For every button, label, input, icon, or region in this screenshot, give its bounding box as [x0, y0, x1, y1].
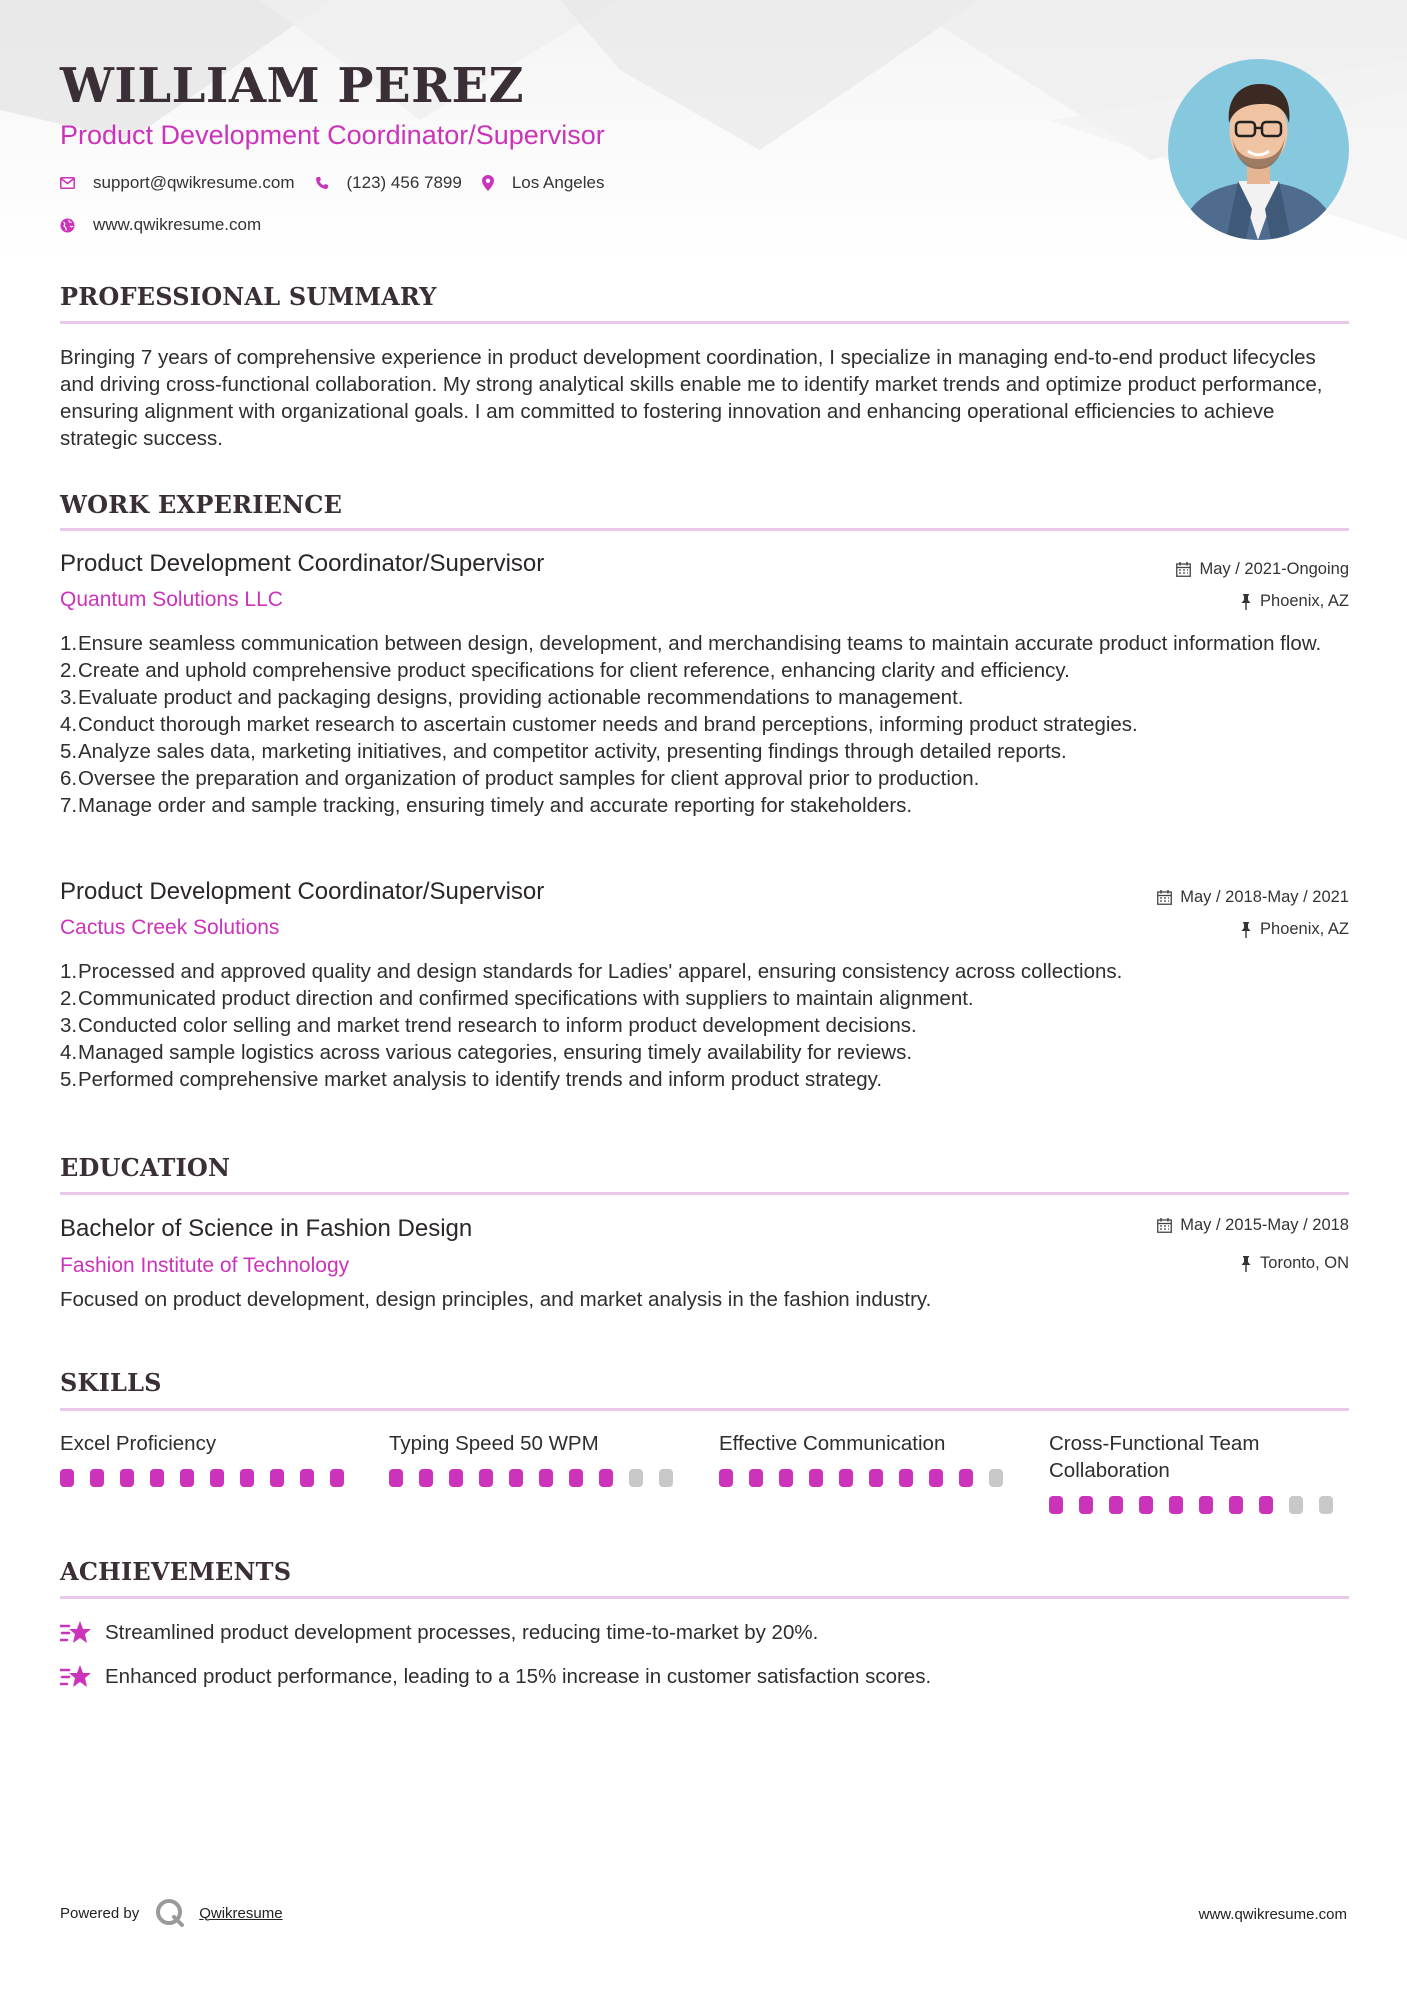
qwikresume-logo-icon [155, 1898, 185, 1928]
skill-dot-filled [330, 1469, 344, 1487]
skill-name: Cross-Functional Team Collaboration [1049, 1432, 1260, 1482]
skill-dot-filled [120, 1469, 134, 1487]
skill-item [60, 1430, 360, 1487]
skill-item [719, 1430, 1019, 1487]
skill-dot-empty [1319, 1496, 1333, 1514]
achievement-item [60, 1664, 931, 1690]
website-text: www.qwikresume.com [93, 215, 262, 234]
list-item: 6. Oversee the preparation and organization of product samples for client approval prior to production. [60, 767, 980, 790]
achievements-heading: ACHIEVEMENTS [60, 1557, 292, 1586]
qwikresume-link[interactable]: Qwikresume [199, 1904, 283, 1922]
skill-dot-filled [509, 1469, 523, 1487]
education-divider [60, 1192, 1349, 1195]
shooting-star-icon [60, 1664, 91, 1690]
calendar-icon [1157, 890, 1172, 905]
skill-name: Excel Proficiency [60, 1432, 217, 1455]
experience-divider [60, 528, 1349, 531]
skill-dot-filled [1199, 1496, 1213, 1514]
skill-dot-filled [240, 1469, 254, 1487]
skill-dot-filled [719, 1469, 733, 1487]
summary-heading: PROFESSIONAL SUMMARY [60, 282, 437, 311]
globe-icon [60, 218, 75, 233]
pushpin-icon [1240, 922, 1252, 938]
job-dates [1176, 560, 1349, 579]
skill-dot-filled [479, 1469, 493, 1487]
achievement-text: Streamlined product development processes, reducing time-to-market by 20%. [105, 1621, 819, 1644]
skill-rating [60, 1469, 360, 1487]
job-dates-text: May / 2021-Ongoing [1199, 560, 1349, 578]
skill-dot-filled [300, 1469, 314, 1487]
skill-dot-empty [629, 1469, 643, 1487]
summary-divider [60, 321, 1349, 324]
contact-row-primary [60, 173, 624, 193]
skills-heading: SKILLS [60, 1368, 162, 1397]
footer-powered-by [60, 1898, 283, 1928]
skill-dot-filled [210, 1469, 224, 1487]
skill-dot-empty [989, 1469, 1003, 1487]
education-location-text: Toronto, ON [1260, 1254, 1349, 1272]
job-dates [1157, 888, 1349, 907]
contact-location [482, 173, 605, 193]
education-description: Focused on product development, design principles, and market analysis in the fashion industry. [60, 1288, 932, 1311]
skills-divider [60, 1408, 1349, 1411]
skill-dot-filled [90, 1469, 104, 1487]
contact-row-secondary [60, 215, 281, 235]
skill-dot-filled [150, 1469, 164, 1487]
skill-dot-filled [869, 1469, 883, 1487]
skill-dot-filled [839, 1469, 853, 1487]
skill-dot-filled [389, 1469, 403, 1487]
phone-icon [315, 176, 329, 190]
list-item: 3. Evaluate product and packaging designs, providing actionable recommendations to management. [60, 686, 964, 709]
skill-dot-filled [539, 1469, 553, 1487]
list-item: 4. Managed sample logistics across various categories, ensuring timely availability for reviews. [60, 1041, 913, 1064]
candidate-title: Product Development Coordinator/Supervisor [60, 120, 605, 150]
list-item: 1. Ensure seamless communication between design, development, and merchandising teams to maintain accurate product information flow. [60, 632, 1322, 655]
skill-dot-filled [809, 1469, 823, 1487]
degree-title: Bachelor of Science in Fashion Design [60, 1215, 473, 1242]
skill-rating [389, 1469, 689, 1487]
education-location [1240, 1254, 1349, 1273]
skill-rating [719, 1469, 1019, 1487]
job-responsibilities [60, 630, 1349, 819]
list-item: 2. Communicated product direction and confirmed specifications with suppliers to maintain alignment. [60, 987, 974, 1010]
skill-dot-filled [449, 1469, 463, 1487]
job-company: Cactus Creek Solutions [60, 916, 280, 939]
list-item: 3. Conducted color selling and market trend research to inform product development decisions. [60, 1014, 917, 1037]
skill-dot-filled [959, 1469, 973, 1487]
email-text: support@qwikresume.com [93, 173, 295, 192]
job-location-text: Phoenix, AZ [1260, 592, 1349, 610]
list-item: 5. Performed comprehensive market analysis to identify trends and inform product strategy. [60, 1068, 883, 1091]
skill-dot-filled [270, 1469, 284, 1487]
profile-photo [1168, 59, 1349, 240]
skill-dot-filled [929, 1469, 943, 1487]
list-item: 1. Processed and approved quality and design standards for Ladies' apparel, ensuring consistency across collections. [60, 960, 1123, 983]
school-name: Fashion Institute of Technology [60, 1254, 350, 1277]
education-dates-text: May / 2015-May / 2018 [1180, 1216, 1349, 1234]
contact-website[interactable] [60, 215, 261, 235]
list-item: 5. Analyze sales data, marketing initiatives, and competitor activity, presenting findings through detailed reports. [60, 740, 1067, 763]
skill-dot-filled [60, 1469, 74, 1487]
job-location [1240, 920, 1349, 939]
job-location-text: Phoenix, AZ [1260, 920, 1349, 938]
achievements-divider [60, 1596, 1349, 1599]
skill-name: Typing Speed 50 WPM [389, 1432, 599, 1455]
candidate-name: WILLIAM PEREZ [60, 58, 525, 114]
skill-dot-filled [180, 1469, 194, 1487]
shooting-star-icon [60, 1620, 91, 1646]
pushpin-icon [1240, 1256, 1252, 1272]
contact-email[interactable] [60, 173, 295, 193]
skill-rating [1049, 1496, 1349, 1514]
phone-text: (123) 456 7899 [346, 173, 462, 192]
skill-dot-filled [569, 1469, 583, 1487]
education-heading: EDUCATION [60, 1153, 231, 1182]
calendar-icon [1176, 562, 1191, 577]
skill-dot-empty [1289, 1496, 1303, 1514]
skill-dot-empty [659, 1469, 673, 1487]
pushpin-icon [1240, 594, 1252, 610]
skill-item [1049, 1430, 1349, 1514]
skill-dot-filled [1049, 1496, 1063, 1514]
experience-heading: WORK EXPERIENCE [60, 490, 343, 519]
list-item: 4. Conduct thorough market research to ascertain customer needs and brand perceptions, informing product strategies. [60, 713, 1138, 736]
skill-dot-filled [599, 1469, 613, 1487]
skill-dot-filled [419, 1469, 433, 1487]
skill-dot-filled [1139, 1496, 1153, 1514]
job-title: Product Development Coordinator/Supervisor [60, 878, 545, 905]
skill-dot-filled [899, 1469, 913, 1487]
location-text: Los Angeles [511, 173, 605, 192]
job-company: Quantum Solutions LLC [60, 588, 283, 611]
skill-dot-filled [779, 1469, 793, 1487]
envelope-icon [60, 177, 75, 189]
skill-dot-filled [749, 1469, 763, 1487]
list-item: 2. Create and uphold comprehensive product specifications for client reference, enhancing clarity and efficiency. [60, 659, 1070, 682]
skill-item [389, 1430, 689, 1487]
skill-dot-filled [1079, 1496, 1093, 1514]
skill-dot-filled [1169, 1496, 1183, 1514]
education-dates [1157, 1216, 1349, 1235]
skill-dot-filled [1229, 1496, 1243, 1514]
avatar-illustration [1168, 59, 1349, 240]
skill-name: Effective Communication [719, 1432, 946, 1455]
calendar-icon [1157, 1218, 1172, 1233]
summary-text: Bringing 7 years of comprehensive experience in product development coordination, I specialize in managing end-to-end product lifecycles and driving cross-functional collaboration. My strong analytical skills enable me to identify market trends and optimize product performance, ensuring alignment with organizational goals. I am committed to fostering innovation and enhancing operational efficiencies to achieve strategic success. [60, 346, 1323, 450]
list-item: 7. Manage order and sample tracking, ensuring timely and accurate reporting for stakeholders. [60, 794, 913, 817]
footer-website[interactable]: www.qwikresume.com [1198, 1906, 1347, 1923]
job-title: Product Development Coordinator/Supervisor [60, 550, 545, 577]
contact-phone[interactable] [315, 173, 462, 193]
achievement-text: Enhanced product performance, leading to a 15% increase in customer satisfaction scores. [105, 1665, 932, 1688]
job-responsibilities [60, 958, 1349, 1093]
powered-by-label: Powered by [60, 1904, 140, 1922]
skill-dot-filled [1109, 1496, 1123, 1514]
map-pin-icon [482, 175, 494, 191]
achievement-item [60, 1620, 818, 1646]
skill-dot-filled [1259, 1496, 1273, 1514]
job-location [1240, 592, 1349, 611]
job-dates-text: May / 2018-May / 2021 [1180, 888, 1349, 906]
